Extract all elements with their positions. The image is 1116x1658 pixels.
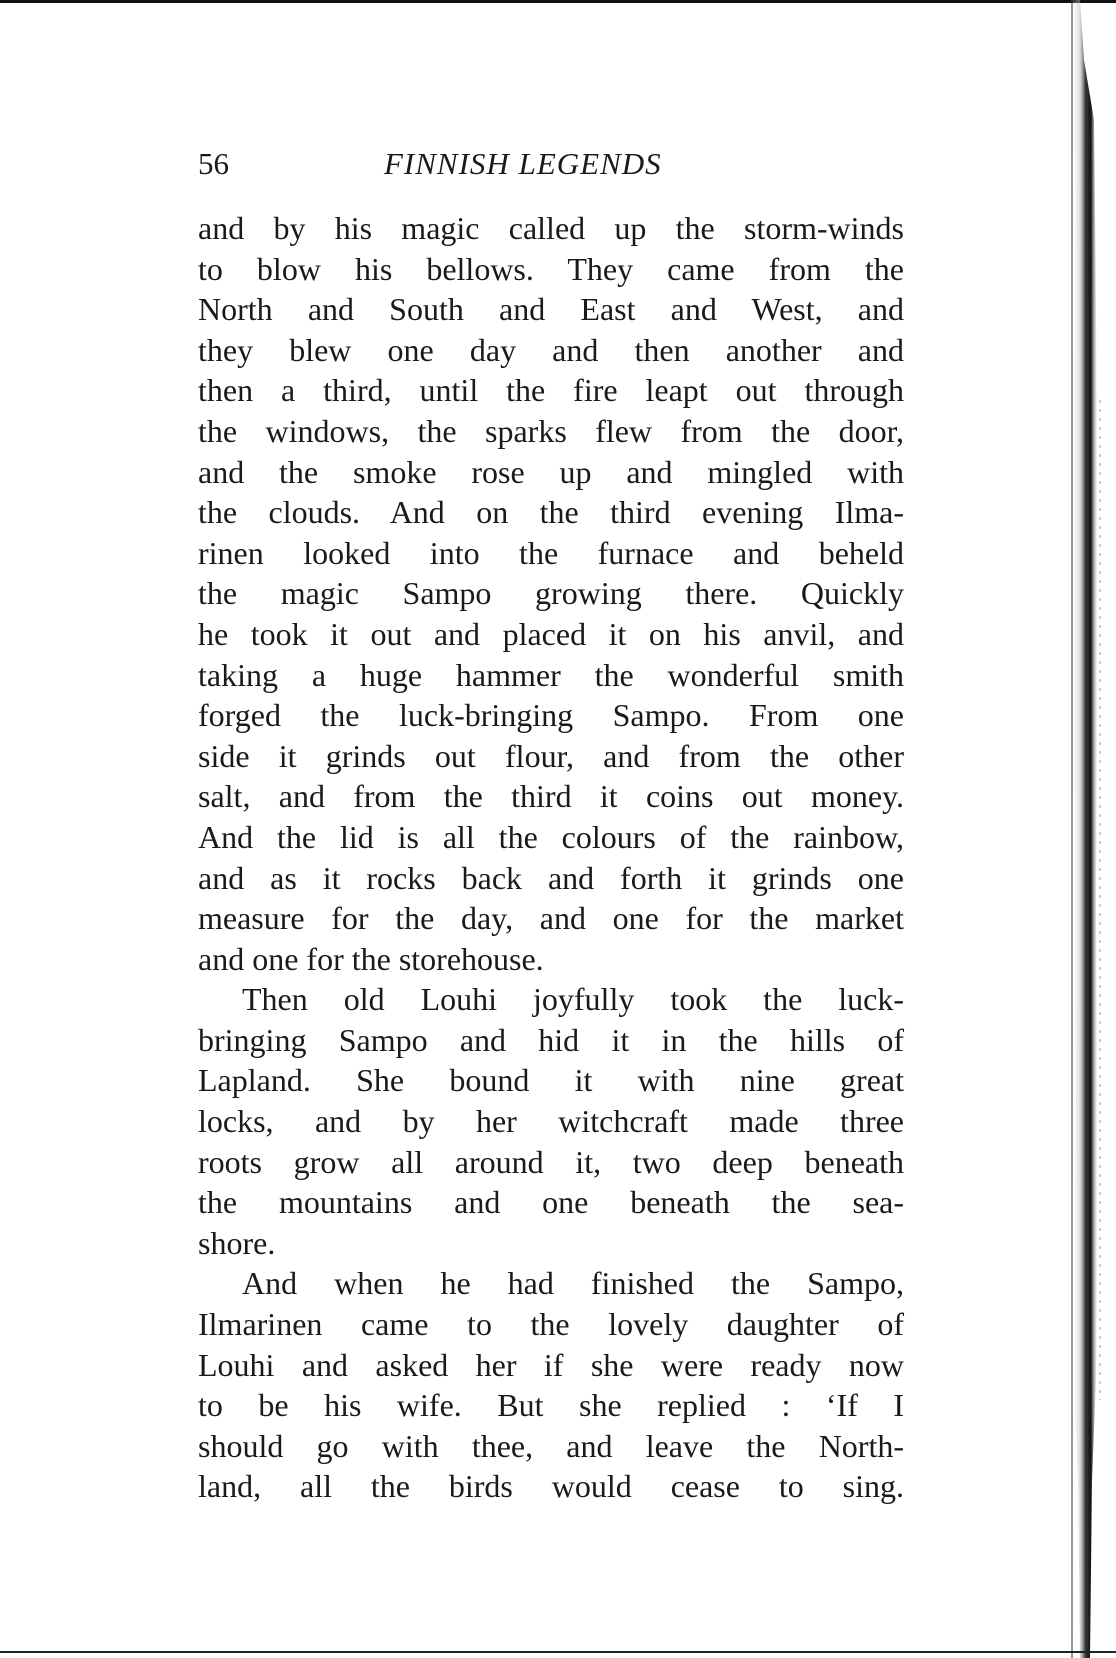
text-line: rinen looked into the furnace and beheld <box>198 534 904 571</box>
paragraph <box>198 208 904 979</box>
text-line: measure for the day, and one for the market <box>198 900 904 937</box>
text-line: forged the luck-bringing Sampo. From one <box>198 697 904 734</box>
text-line: And the lid is all the colours of the rainbow, <box>198 818 904 855</box>
text-line: shore. <box>198 1224 276 1261</box>
text-line: bringing Sampo and hid it in the hills of <box>198 1021 904 1058</box>
paragraph <box>198 979 904 1263</box>
text-line: Louhi and asked her if she were ready now <box>198 1346 904 1383</box>
text-line: salt, and from the third it coins out money. <box>198 778 904 815</box>
text-line: the windows, the sparks flew from the door, <box>198 412 904 449</box>
text-line: locks, and by her witchcraft made three <box>198 1103 904 1140</box>
text-line: Lapland. She bound it with nine great <box>198 1062 904 1099</box>
text-line: and by his magic called up the storm-winds <box>198 210 904 246</box>
text-line: should go with thee, and leave the North- <box>198 1427 904 1464</box>
paragraph <box>198 1263 904 1507</box>
binding-shadow-graphic <box>1050 0 1116 1658</box>
running-title: FINNISH LEGENDS <box>384 146 662 181</box>
body-text <box>198 208 904 1507</box>
text-line: Then old Louhi joyfully took the luck- <box>242 981 904 1018</box>
text-line: North and South and East and West, and <box>198 291 904 328</box>
book-binding-edge <box>1050 0 1116 1658</box>
text-line: roots grow all around it, two deep beneath <box>198 1143 904 1180</box>
page-number: 56 <box>198 146 229 181</box>
text-line: then a third, until the fire leapt out through <box>198 372 904 409</box>
text-line: the clouds. And on the third evening Ilma- <box>198 494 904 531</box>
text-line: they blew one day and then another and <box>198 331 904 368</box>
text-line: the mountains and one beneath the sea- <box>198 1184 904 1221</box>
bottom-border-rule <box>0 1651 1116 1653</box>
text-line: and as it rocks back and forth it grinds one <box>198 859 904 896</box>
text-line: Ilmarinen came to the lovely daughter of <box>198 1306 904 1343</box>
text-line: land, all the birds would cease to sing. <box>198 1468 904 1505</box>
page-header <box>198 146 918 186</box>
text-line: the magic Sampo growing there. Quickly <box>198 575 904 612</box>
text-line: taking a huge hammer the wonderful smith <box>198 656 904 693</box>
text-line: and the smoke rose up and mingled with <box>198 453 904 490</box>
text-line: he took it out and placed it on his anvil, and <box>198 615 904 652</box>
text-line: and one for the storehouse. <box>198 940 544 977</box>
text-line: side it grinds out flour, and from the other <box>198 737 904 774</box>
text-line: to be his wife. But she replied : ‘If I <box>198 1387 904 1424</box>
text-line: to blow his bellows. They came from the <box>198 250 904 287</box>
top-border-rule <box>0 0 1116 3</box>
text-line: And when he had finished the Sampo, <box>242 1265 904 1302</box>
